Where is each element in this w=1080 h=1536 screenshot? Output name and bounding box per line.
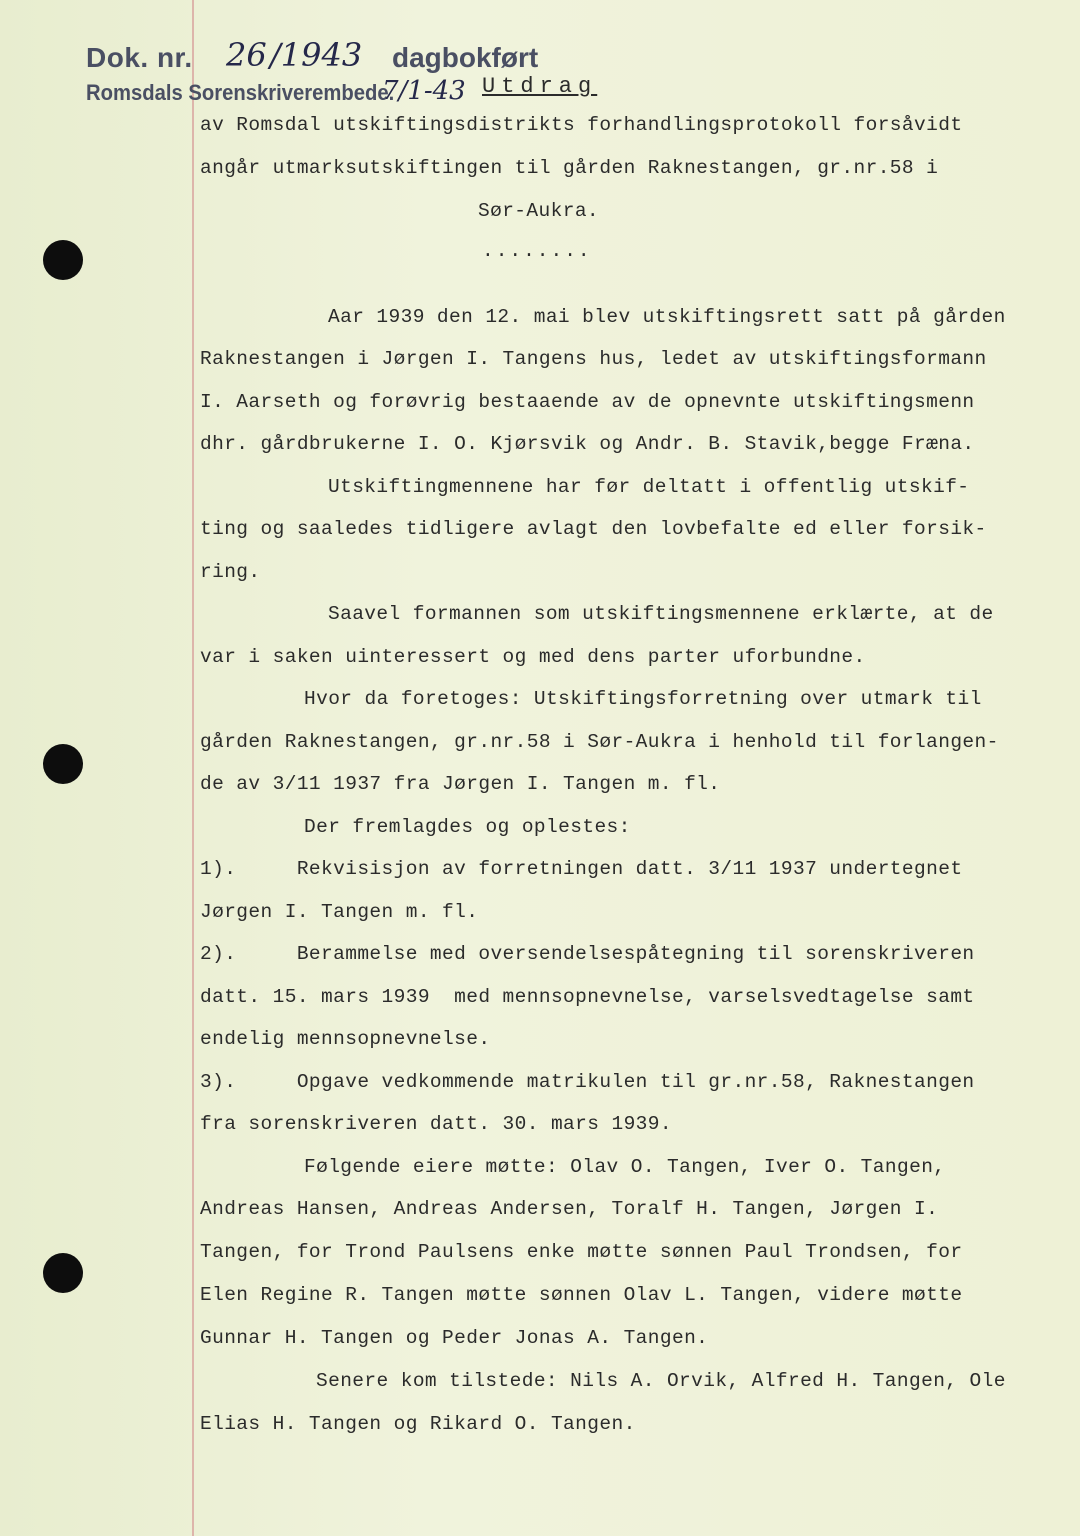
text-line: av Romsdal utskiftingsdistrikts forhandlingsprotokoll forsåvidt	[200, 114, 963, 136]
text-line: Utskiftingmennene har før deltatt i offentlig utskif-	[328, 476, 970, 498]
text-line: gården Raknestangen, gr.nr.58 i Sør-Aukra i henhold til forlangen-	[200, 731, 999, 753]
text-line: ring.	[200, 561, 261, 583]
text-line: Gunnar H. Tangen og Peder Jonas A. Tangen.	[200, 1327, 709, 1349]
stamp-dok-label: Dok. nr.	[86, 42, 193, 73]
punch-hole-bottom	[43, 1253, 83, 1293]
text-line: Senere kom tilstede: Nils A. Orvik, Alfred H. Tangen, Ole	[316, 1370, 1006, 1392]
list-item: 1). Rekvisisjon av forretningen datt. 3/11 1937 undertegnet	[200, 858, 963, 880]
text-line: Elen Regine R. Tangen møtte sønnen Olav L. Tangen, videre møtte	[200, 1284, 963, 1306]
text-line: Tangen, for Trond Paulsens enke møtte sønnen Paul Trondsen, for	[200, 1241, 963, 1263]
handwritten-year: /1943	[270, 36, 363, 74]
list-item: 3). Opgave vedkommende matrikulen til gr.nr.58, Raknestangen	[200, 1071, 975, 1093]
text-line: endelig mennsopnevnelse.	[200, 1028, 491, 1050]
text-line: Raknestangen i Jørgen I. Tangens hus, ledet av utskiftingsformann	[200, 348, 987, 370]
text-line: fra sorenskriveren datt. 30. mars 1939.	[200, 1113, 672, 1135]
text-line: I. Aarseth og forøvrig bestaaende av de opnevnte utskiftingsmenn	[200, 391, 975, 413]
punch-hole-top	[43, 240, 83, 280]
handwritten-date: 7/1-43	[382, 76, 466, 106]
text-line: Jørgen I. Tangen m. fl.	[200, 901, 479, 923]
stamp-dagbokfort: dagbokført	[392, 42, 539, 73]
text-line: Følgende eiere møtte: Olav O. Tangen, Iver O. Tangen,	[304, 1156, 946, 1178]
text-line: Elias H. Tangen og Rikard O. Tangen.	[200, 1413, 636, 1435]
punch-hole-middle	[43, 744, 83, 784]
text-line: de av 3/11 1937 fra Jørgen I. Tangen m. fl.	[200, 773, 721, 795]
separator-dots: ........	[482, 240, 592, 262]
text-line: Sør-Aukra.	[478, 200, 600, 222]
handwritten-doc-number: 26	[226, 36, 267, 74]
text-line: Andreas Hansen, Andreas Andersen, Toralf H. Tangen, Jørgen I.	[200, 1198, 939, 1220]
margin-rule	[192, 0, 194, 1536]
text-line: var i saken uinteressert og med dens parter uforbundne.	[200, 646, 866, 668]
text-line: dhr. gårdbrukerne I. O. Kjørsvik og Andr. B. Stavik,begge Fræna.	[200, 433, 975, 455]
list-item: 2). Berammelse med oversendelsespåtegning til sorenskriveren	[200, 943, 975, 965]
stamp-office: Romsdals Sorenskriverembede.	[86, 80, 395, 105]
text-line: Der fremlagdes og oplestes:	[304, 816, 631, 838]
text-line: Aar 1939 den 12. mai blev utskiftingsrett satt på gården	[328, 306, 1006, 328]
text-line: angår utmarksutskiftingen til gården Raknestangen, gr.nr.58 i	[200, 157, 939, 179]
text-line: datt. 15. mars 1939 med mennsopnevnelse, varselsvedtagelse samt	[200, 986, 975, 1008]
text-line: Saavel formannen som utskiftingsmennene erklærte, at de	[328, 603, 994, 625]
text-line: Hvor da foretoges: Utskiftingsforretning over utmark til	[304, 688, 982, 710]
text-line: ting og saaledes tidligere avlagt den lovbefalte ed eller forsik-	[200, 518, 987, 540]
document-heading: Utdrag	[482, 74, 598, 99]
